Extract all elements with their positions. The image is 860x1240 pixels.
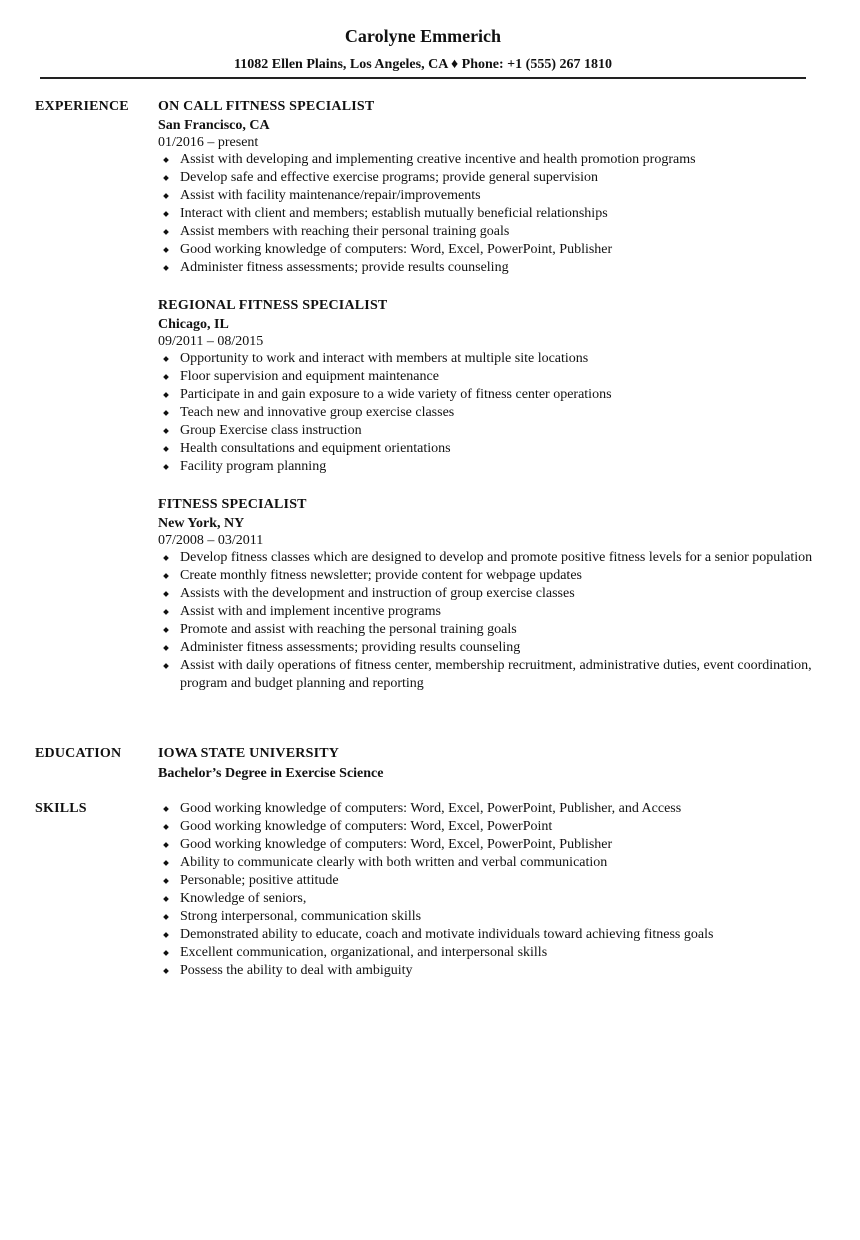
contact-line: 11082 Ellen Plains, Los Angeles, CA ♦ Phone: +1 (555) 267 1810 [234, 57, 612, 72]
job-title: REGIONAL FITNESS SPECIALIST [158, 298, 388, 313]
bullet-item: Facility program planning [158, 458, 825, 476]
section-label-education: EDUCATION [35, 746, 122, 761]
education-school: IOWA STATE UNIVERSITY [158, 746, 340, 761]
skill-item: Good working knowledge of computers: Word, Excel, PowerPoint [158, 818, 825, 836]
section-label-experience: EXPERIENCE [35, 99, 129, 114]
skill-item: Personable; positive attitude [158, 872, 825, 890]
bullet-item: Interact with client and members; establish mutually beneficial relationships [158, 205, 825, 223]
bullet-item: Develop safe and effective exercise programs; provide general supervision [158, 169, 825, 187]
skill-item: Demonstrated ability to educate, coach and motivate individuals toward achieving fitness goals [158, 926, 825, 944]
education-degree: Bachelor’s Degree in Exercise Science [158, 766, 384, 781]
header-divider [40, 77, 806, 79]
skills-list [158, 800, 825, 980]
experience-section [35, 98, 825, 713]
job-dates: 07/2008 – 03/2011 [158, 533, 264, 548]
bullet-item: Good working knowledge of computers: Word, Excel, PowerPoint, Publisher [158, 241, 825, 259]
job-dates: 09/2011 – 08/2015 [158, 334, 264, 349]
job-bullets [158, 151, 825, 277]
bullet-item: Promote and assist with reaching the personal training goals [158, 621, 825, 639]
skill-item: Good working knowledge of computers: Word, Excel, PowerPoint, Publisher, and Access [158, 800, 825, 818]
job-title: FITNESS SPECIALIST [158, 497, 307, 512]
section-label-skills: SKILLS [35, 801, 87, 816]
bullet-item: Participate in and gain exposure to a wide variety of fitness center operations [158, 386, 825, 404]
bullet-item: Assists with the development and instruction of group exercise classes [158, 585, 825, 603]
job-bullets [158, 549, 825, 693]
education-section [35, 745, 825, 783]
skill-item: Good working knowledge of computers: Word, Excel, PowerPoint, Publisher [158, 836, 825, 854]
bullet-item: Assist with developing and implementing creative incentive and health promotion programs [158, 151, 825, 169]
bullet-item: Opportunity to work and interact with members at multiple site locations [158, 350, 825, 368]
skill-item: Possess the ability to deal with ambiguity [158, 962, 825, 980]
job-title: ON CALL FITNESS SPECIALIST [158, 99, 375, 114]
candidate-name: Carolyne Emmerich [344, 26, 502, 46]
job-bullets [158, 350, 825, 476]
skill-item: Excellent communication, organizational, and interpersonal skills [158, 944, 825, 962]
job-entry [158, 98, 825, 277]
bullet-item: Develop fitness classes which are designed to develop and promote positive fitness levels for a senior population [158, 549, 825, 567]
job-entry [158, 496, 825, 693]
bullet-item: Assist members with reaching their personal training goals [158, 223, 825, 241]
bullet-item: Assist with facility maintenance/repair/improvements [158, 187, 825, 205]
skills-section [35, 800, 825, 980]
job-dates: 01/2016 – present [158, 135, 259, 150]
bullet-item: Administer fitness assessments; provide results counseling [158, 259, 825, 277]
bullet-item: Group Exercise class instruction [158, 422, 825, 440]
job-entry [158, 297, 825, 476]
bullet-item: Floor supervision and equipment maintenance [158, 368, 825, 386]
job-location: San Francisco, CA [158, 118, 270, 133]
job-location: New York, NY [158, 516, 245, 531]
job-location: Chicago, IL [158, 317, 229, 332]
bullet-item: Health consultations and equipment orientations [158, 440, 825, 458]
bullet-item: Assist with and implement incentive programs [158, 603, 825, 621]
skill-item: Ability to communicate clearly with both written and verbal communication [158, 854, 825, 872]
resume-header [0, 25, 846, 74]
skill-item: Strong interpersonal, communication skills [158, 908, 825, 926]
bullet-item: Teach new and innovative group exercise classes [158, 404, 825, 422]
bullet-item: Administer fitness assessments; providing results counseling [158, 639, 825, 657]
skill-item: Knowledge of seniors, [158, 890, 825, 908]
bullet-item: Create monthly fitness newsletter; provide content for webpage updates [158, 567, 825, 585]
bullet-item: Assist with daily operations of fitness center, membership recruitment, administrative duties, event coordination, program and budget planning and reporting [158, 657, 825, 693]
